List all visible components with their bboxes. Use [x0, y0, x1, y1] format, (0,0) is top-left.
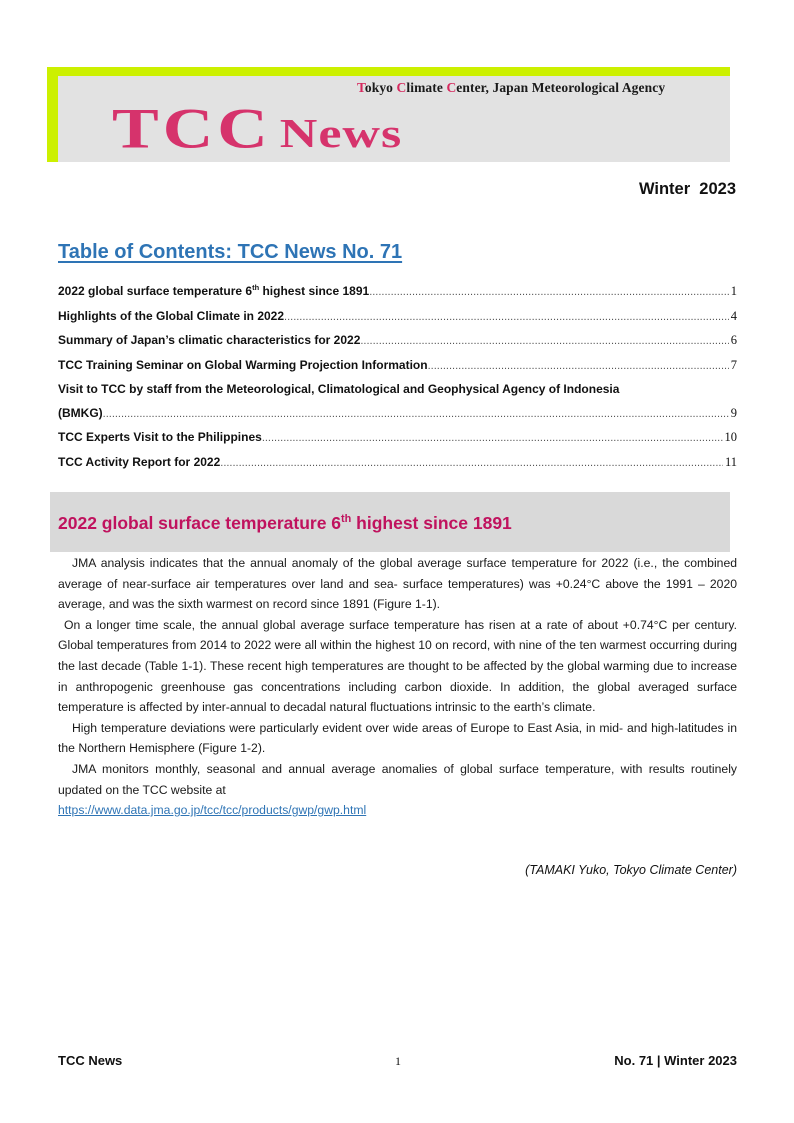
paragraph: JMA analysis indicates that the annual anomaly of the global average surface temperature for 2022 (i.e., the combined average of near-surface air temperatures over land and sea- surface temperatures) was +0.24°C above the 1991 – 2020 average, and was the sixth warmest on record since 1891 (Figure 1-1).: [58, 556, 737, 612]
logo-tcc: TCC: [112, 97, 272, 161]
section-title: 2022 global surface temperature 6th highest since 1891: [58, 513, 512, 533]
toc-leader: [262, 427, 723, 451]
table-of-contents: [58, 280, 737, 475]
logo-news: News: [279, 111, 403, 157]
issue-season: Winter 2023: [638, 180, 736, 198]
toc-leader: [369, 281, 729, 305]
toc-page-number: 9: [730, 405, 737, 420]
toc-entry[interactable]: [58, 451, 737, 476]
agency-name: Tokyo Climate Center, Japan Meteorological Agency: [357, 80, 666, 95]
toc-entry[interactable]: [58, 354, 737, 379]
paragraph: JMA monitors monthly, seasonal and annual average anomalies of global surface temperature, with results routinely updated on the TCC website at: [58, 761, 737, 797]
toc-leader: [360, 330, 728, 354]
article-body: [58, 553, 737, 821]
toc-page-number: 7: [730, 357, 737, 372]
paragraph: High temperature deviations were particularly evident over wide areas of Europe to East Asia, in mid- and high-latitudes in the Northern Hemisphere (Figure 1-2).: [58, 720, 737, 756]
toc-entry-title: Visit to TCC by staff from the Meteorological, Climatological and Geophysical Agency of Indonesia: [58, 382, 620, 396]
toc-leader: [284, 306, 729, 330]
masthead-side-bar: [47, 67, 58, 162]
masthead-top-bar: [47, 67, 730, 76]
footer-page-number: 1: [395, 1054, 401, 1068]
footer-issue: No. 71 | Winter 2023: [614, 1053, 737, 1068]
toc-entry-title: TCC Experts Visit to the Philippines: [58, 430, 262, 444]
toc-page-number: 6: [730, 333, 737, 347]
toc-entry-title-cont: (BMKG): [58, 405, 103, 420]
toc-entry[interactable]: [58, 305, 737, 330]
paragraph: On a longer time scale, the annual global average surface temperature has risen at a rate of about +0.74°C per century. Global temperatures from 2014 to 2022 were all within the highest 10 on record, with nine of the ten warmest occurring during the last decade (Table 1-1). These recent high temperatures are thought to be affected by the global warming due to increase in anthropogenic greenhouse gas concentrations including carbon dioxide. In addition, the global averaged surface temperature is affected by inter-annual to decadal natural fluctuations intrinsic to the earth’s climate.: [58, 617, 737, 715]
gwp-link[interactable]: https://www.data.jma.go.jp/tcc/tcc/products/gwp/gwp.html: [58, 803, 367, 818]
toc-page-number: 1: [730, 284, 737, 298]
toc-leader: [103, 403, 729, 427]
toc-page-number: 11: [724, 454, 737, 469]
footer-publication: TCC News: [58, 1053, 123, 1068]
toc-entry-title: TCC Activity Report for 2022: [58, 454, 221, 469]
toc-title[interactable]: Table of Contents: TCC News No. 71: [58, 241, 403, 263]
author-credit: (TAMAKI Yuko, Tokyo Climate Center): [525, 863, 737, 877]
toc-entry-title: Highlights of the Global Climate in 2022: [58, 308, 285, 323]
toc-entry-line[interactable]: [58, 378, 737, 402]
tcc-news-logo: [112, 88, 403, 161]
toc-leader: [428, 355, 729, 379]
toc-entry[interactable]: [58, 402, 737, 427]
toc-leader: [220, 452, 723, 476]
toc-entry-title: 2022 global surface temperature 6th highest since 1891: [58, 283, 370, 298]
toc-entry[interactable]: [58, 426, 737, 451]
toc-entry-title: Summary of Japan’s climatic characteristics for 2022: [58, 333, 361, 347]
toc-entry[interactable]: [58, 329, 737, 354]
toc-page-number: 10: [724, 430, 737, 444]
toc-page-number: 4: [730, 308, 737, 323]
toc-entry-title: TCC Training Seminar on Global Warming Projection Information: [58, 357, 428, 372]
toc-entry[interactable]: [58, 280, 737, 305]
